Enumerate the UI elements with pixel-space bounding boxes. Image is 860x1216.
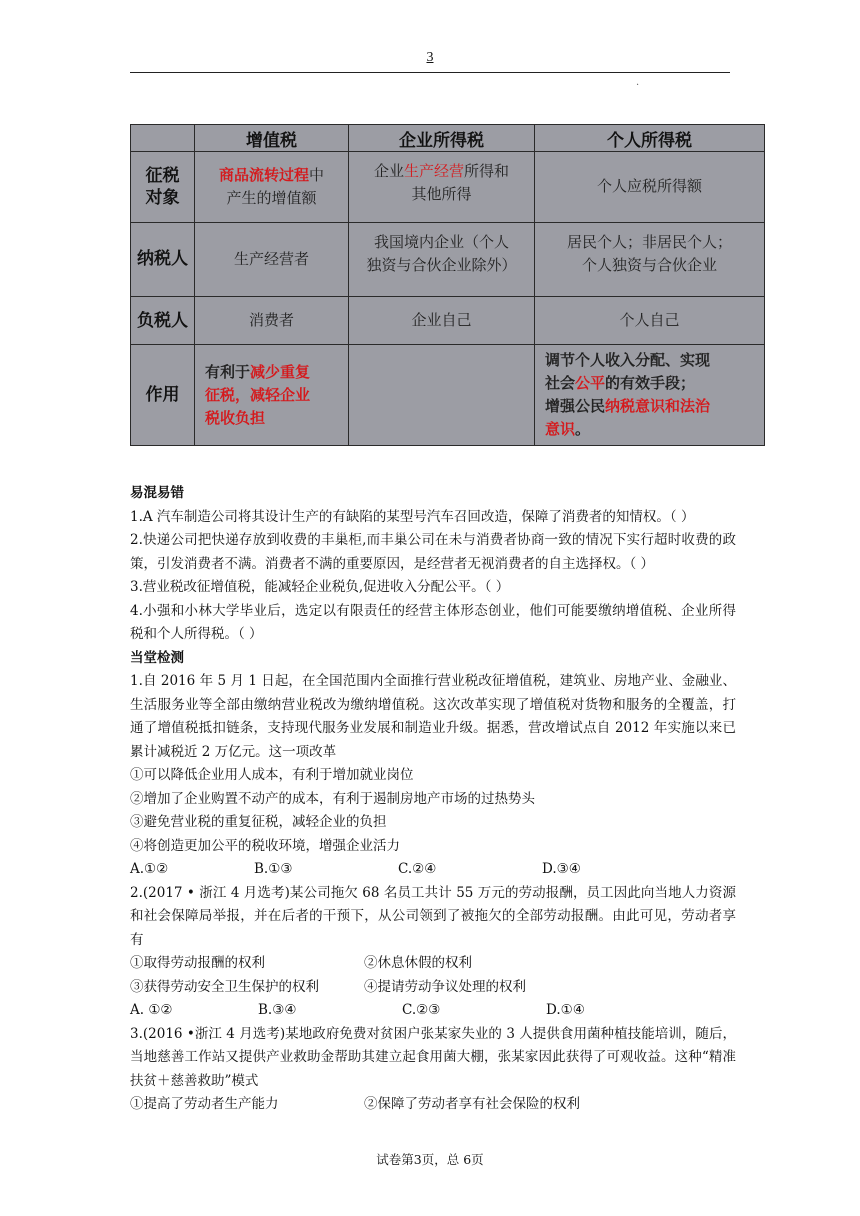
q1-options [130, 858, 736, 882]
header-rule [130, 72, 730, 73]
table-row-taxpayer [131, 222, 765, 296]
col-header-pit: 个人所得税 [535, 125, 765, 152]
tax-comparison-table [130, 124, 765, 446]
confusion-item-1: 1.A 汽车制造公司将其设计生产的有缺陷的某型号汽车召回改造，保障了消费者的知情权。（ ） [130, 508, 695, 525]
q3-statements-row-1 [130, 1093, 736, 1117]
col-header-vat: 增值税 [195, 125, 349, 152]
page-number: 3 [426, 50, 434, 65]
q2-option-d: D.①④ [546, 1002, 585, 1018]
cell-cit-taxpayer: 我国境内企业（个人 独资与合伙企业除外） [349, 222, 535, 296]
row-label-taxpayer: 纳税人 [131, 222, 195, 296]
table-corner [131, 125, 195, 152]
q3-statement-1: ①提高了劳动者生产能力 [130, 1096, 279, 1112]
q1-statement-3: ③避免营业税的重复征税，减轻企业的负担 [130, 814, 387, 830]
q2-statements-row-2 [130, 976, 736, 1000]
q2-statement-1: ①取得劳动报酬的权利 [130, 955, 265, 971]
row-label-bearer: 负税人 [131, 297, 195, 345]
cell-cit-bearer: 企业自己 [349, 297, 535, 345]
cell-cit-object: 企业生产经营所得和 其他所得 [349, 152, 535, 222]
q1-statement-1: ①可以降低企业用人成本，有利于增加就业岗位 [130, 767, 414, 783]
cell-pit-taxpayer: 居民个人；非居民个人； 个人独资与合伙企业 [535, 222, 765, 296]
section-title-quiz: 当堂检测 [130, 649, 184, 666]
page-footer: 试卷第3页，总 6页 [376, 1152, 484, 1167]
cell-vat-function: 有利于减少重复 征税，减轻企业 税收负担 [195, 345, 349, 446]
cell-pit-object: 个人应税所得额 [535, 152, 765, 222]
confusion-item-2: 2.快递公司把快递存放到收费的丰巢柜,而丰巢公司在未与消费者协商一致的情况下实行超时收费的政策，引发消费者不满。消费者不满的重要原因，是经营者无视消费者的自主选择权。（ ） [130, 532, 736, 572]
cell-vat-object: 商品流转过程中 产生的增值额 [195, 152, 349, 222]
q1-option-c: C.②④ [398, 861, 437, 877]
cell-cit-function [349, 345, 535, 446]
table-row-function [131, 345, 765, 446]
q2-options [130, 999, 736, 1023]
q1-statement-2: ②增加了企业购置不动产的成本，有利于遏制房地产市场的过热势头 [130, 790, 535, 807]
q2-stem: 2.(2017 • 浙江 4 月选考)某公司拖欠 68 名员工共计 55 万元的劳动报酬，员工因此向当地人力资源和社会保障局举报，并在后者的干预下，从公司领到了被拖欠的全部劳动报酬。由此可见，劳动者享有 [130, 884, 736, 948]
cell-vat-taxpayer: 生产经营者 [195, 222, 349, 296]
table-header-row [131, 125, 765, 152]
q2-statement-3: ③获得劳动安全卫生保护的权利 [130, 978, 319, 995]
cell-pit-function: 调节个人收入分配、实现 社会公平的有效手段； 增强公民纳税意识和法治 意识。 [535, 345, 765, 446]
cell-vat-bearer: 消费者 [195, 297, 349, 345]
q1-option-b: B.①③ [254, 861, 293, 877]
col-header-cit: 企业所得税 [349, 125, 535, 152]
row-label-function: 作用 [131, 345, 195, 446]
row-label-object: 征税 对象 [131, 152, 195, 222]
q2-option-a: A. ①② [130, 1002, 173, 1018]
q2-option-c: C.②③ [402, 1002, 441, 1018]
q1-option-d: D.③④ [542, 861, 581, 877]
q1-statement-4: ④将创造更加公平的税收环境，增强企业活力 [130, 837, 400, 854]
q1-option-a: A.①② [130, 861, 169, 877]
q3-statement-2: ②保障了劳动者享有社会保险的权利 [364, 1096, 580, 1112]
q2-option-b: B.③④ [258, 1002, 297, 1018]
q1-stem: 1.自 2016 年 5 月 1 日起，在全国范围内全面推行营业税改征增值税，建筑业、房地产业、金融业、生活服务业等全部由缴纳营业税改为缴纳增值税。这次改革实现了增值税对货物和服务的全覆盖，打通了增值税抵扣链条，支持现代服务业发展和制造业升级。据悉，营改增试点自 2012 年实施以来已累计减税近 2 万亿元。这一项改革 [130, 673, 736, 760]
q2-statement-4: ④提请劳动争议处理的权利 [364, 978, 526, 995]
document-body [130, 482, 736, 1117]
q3-stem: 3.(2016 •浙江 4 月选考)某地政府免费对贫困户张某家失业的 3 人提供食用菌种植技能培训，随后，当地慈善工作站又提供产业救助金帮助其建立起食用菌大棚，张某家因此获得了可观收益。这种“精准扶贫＋慈善救助”模式 [130, 1025, 736, 1089]
confusion-item-3: 3.营业税改征增值税，能减轻企业税负,促进收入分配公平。（ ） [130, 579, 510, 595]
table-row-bearer [131, 297, 765, 345]
q2-statement-2: ②休息休假的权利 [364, 955, 472, 971]
header-dot: · [636, 80, 640, 91]
cell-pit-bearer: 个人自己 [535, 297, 765, 345]
confusion-item-4: 4.小强和小林大学毕业后，选定以有限责任的经营主体形态创业，他们可能要缴纳增值税、企业所得税和个人所得税。（ ） [130, 602, 736, 642]
table-row-object [131, 152, 765, 222]
section-title-confusion: 易混易错 [130, 485, 184, 501]
q2-statements-row-1 [130, 952, 736, 976]
